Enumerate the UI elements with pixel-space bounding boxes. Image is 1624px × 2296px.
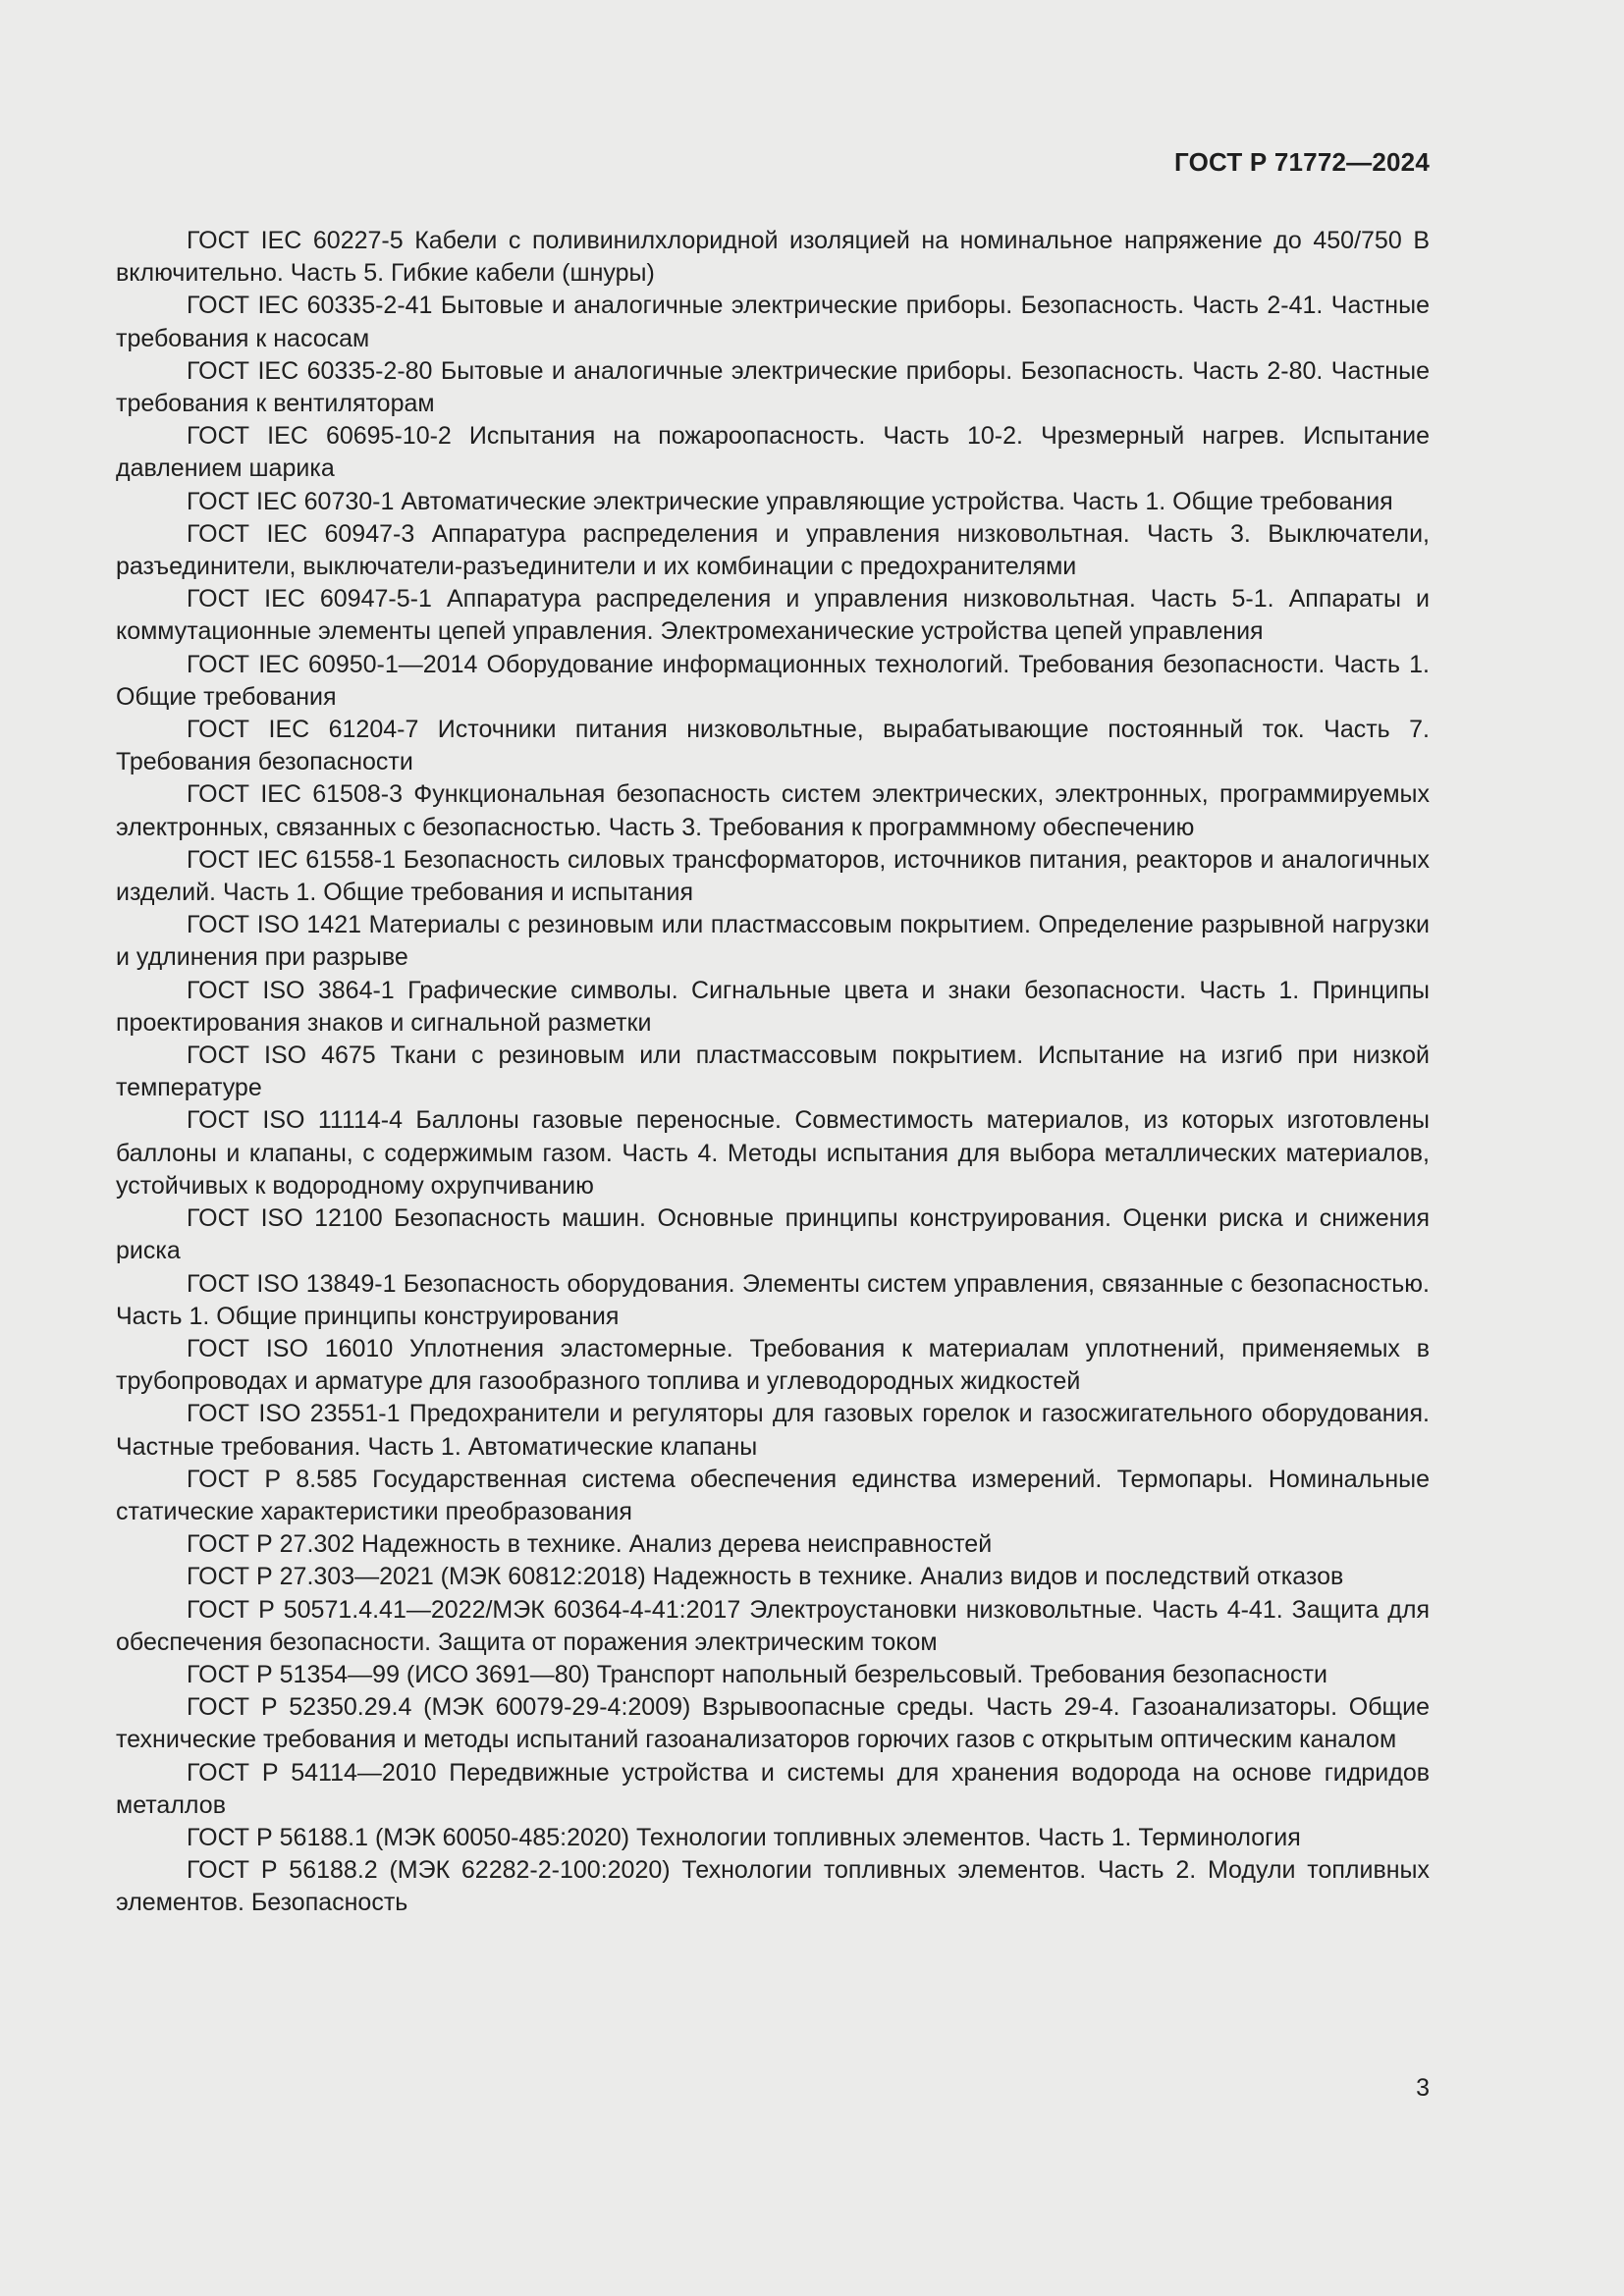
reference-item: ГОСТ Р 51354—99 (ИСО 3691—80) Транспорт напольный безрельсовый. Требования безопасности: [187, 1660, 1327, 1688]
reference-item: ГОСТ ISO 1421 Материалы с резиновым или пластмассовым покрытием. Определение разрывной нагрузки и удлинения при разрыве: [116, 911, 1430, 972]
reference-item: ГОСТ Р 8.585 Государственная система обеспечения единства измерений. Термопары. Номинальные статические характеристики преобразования: [116, 1465, 1430, 1525]
reference-item: ГОСТ ISO 16010 Уплотнения эластомерные. Требования к материалам уплотнений, применяемых в трубопроводах и арматуре для газообразного топлива и углеводородных жидкостей: [116, 1334, 1430, 1396]
reference-item: ГОСТ ISO 12100 Безопасность машин. Основные принципы конструирования. Оценки риска и снижения риска: [116, 1204, 1430, 1265]
reference-item: ГОСТ ISO 13849-1 Безопасность оборудования. Элементы систем управления, связанные с безопасностью. Часть 1. Общие принципы конструирования: [116, 1269, 1430, 1330]
reference-item: ГОСТ IEC 60730-1 Автоматические электрические управляющие устройства. Часть 1. Общие требования: [187, 487, 1393, 515]
reference-item: ГОСТ Р 52350.29.4 (МЭК 60079-29-4:2009) Взрывоопасные среды. Часть 29-4. Газоанализаторы. Общие технические требования и методы испытаний газоанализаторов горючих газов с открытым оптическим каналом: [116, 1693, 1430, 1754]
reference-item: ГОСТ IEC 60227-5 Кабели с поливинилхлоридной изоляцией на номинальное напряжение до 450/750 В включительно. Часть 5. Гибкие кабели (шнуры): [116, 227, 1430, 288]
reference-item: ГОСТ IEC 61204-7 Источники питания низковольтные, вырабатывающие постоянный ток. Часть 7. Требования безопасности: [116, 716, 1430, 776]
reference-item: ГОСТ Р 50571.4.41—2022/МЭК 60364-4-41:2017 Электроустановки низковольтные. Часть 4-41. Защита для обеспечения безопасности. Защита от поражения электрическим током: [116, 1595, 1430, 1656]
reference-item: ГОСТ Р 54114—2010 Передвижные устройства и системы для хранения водорода на основе гидридов металлов: [116, 1758, 1430, 1819]
reference-item: ГОСТ IEC 60947-3 Аппаратура распределения и управления низковольтная. Часть 3. Выключатели, разъединители, выключатели-разъединители и их комбинации с предохранителями: [116, 519, 1430, 581]
reference-item: ГОСТ ISO 4675 Ткани с резиновым или пластмассовым покрытием. Испытание на изгиб при низкой температуре: [116, 1041, 1430, 1102]
reference-item: ГОСТ IEC 60335-2-41 Бытовые и аналогичные электрические приборы. Безопасность. Часть 2-41. Частные требования к насосам: [116, 292, 1430, 352]
reference-item: ГОСТ IEC 60947-5-1 Аппаратура распределения и управления низковольтная. Часть 5-1. Аппараты и коммутационные элементы цепей управления. Электромеханические устройства цепей управления: [116, 585, 1430, 646]
reference-item: ГОСТ IEC 60335-2-80 Бытовые и аналогичные электрические приборы. Безопасность. Часть 2-80. Частные требования к вентиляторам: [116, 356, 1430, 418]
reference-item: ГОСТ ISO 11114-4 Баллоны газовые переносные. Совместимость материалов, из которых изготовлены баллоны и клапаны, с содержимым газом. Часть 4. Методы испытания для выбора металлических материалов, устойчивых к водородному охрупчиванию: [116, 1106, 1430, 1200]
reference-item: ГОСТ ISO 23551-1 Предохранители и регуляторы для газовых горелок и газосжигательного оборудования. Частные требования. Часть 1. Автоматические клапаны: [116, 1400, 1430, 1461]
standard-code: ГОСТ Р 71772—2024: [1174, 147, 1430, 177]
reference-item: ГОСТ ISO 3864-1 Графические символы. Сигнальные цвета и знаки безопасности. Часть 1. Принципы проектирования знаков и сигнальной разметки: [116, 976, 1430, 1037]
reference-item: ГОСТ IEC 60695-10-2 Испытания на пожароопасность. Часть 10-2. Чрезмерный нагрев. Испытание давлением шарика: [116, 422, 1430, 483]
reference-item: ГОСТ IEC 60950-1—2014 Оборудование информационных технологий. Требования безопасности. Часть 1. Общие требования: [116, 650, 1430, 711]
reference-item: ГОСТ Р 56188.2 (МЭК 62282-2-100:2020) Технологии топливных элементов. Часть 2. Модули топливных элементов. Безопасность: [116, 1856, 1430, 1917]
document-header: [116, 145, 1430, 179]
page-number: 3: [1416, 2074, 1430, 2102]
reference-item: ГОСТ IEC 61508-3 Функциональная безопасность систем электрических, электронных, программируемых электронных, связанных с безопасностью. Часть 3. Требования к программному обеспечению: [116, 780, 1430, 841]
normative-references-list: [116, 225, 1430, 1920]
reference-item: ГОСТ IEC 61558-1 Безопасность силовых трансформаторов, источников питания, реакторов и аналогичных изделий. Часть 1. Общие требования и испытания: [116, 845, 1430, 907]
reference-item: ГОСТ Р 27.302 Надежность в технике. Анализ дерева неисправностей: [187, 1530, 993, 1559]
reference-item: ГОСТ Р 27.303—2021 (МЭК 60812:2018) Надежность в технике. Анализ видов и последствий отказов: [187, 1563, 1344, 1591]
reference-item: ГОСТ Р 56188.1 (МЭК 60050-485:2020) Технологии топливных элементов. Часть 1. Терминология: [187, 1823, 1301, 1851]
